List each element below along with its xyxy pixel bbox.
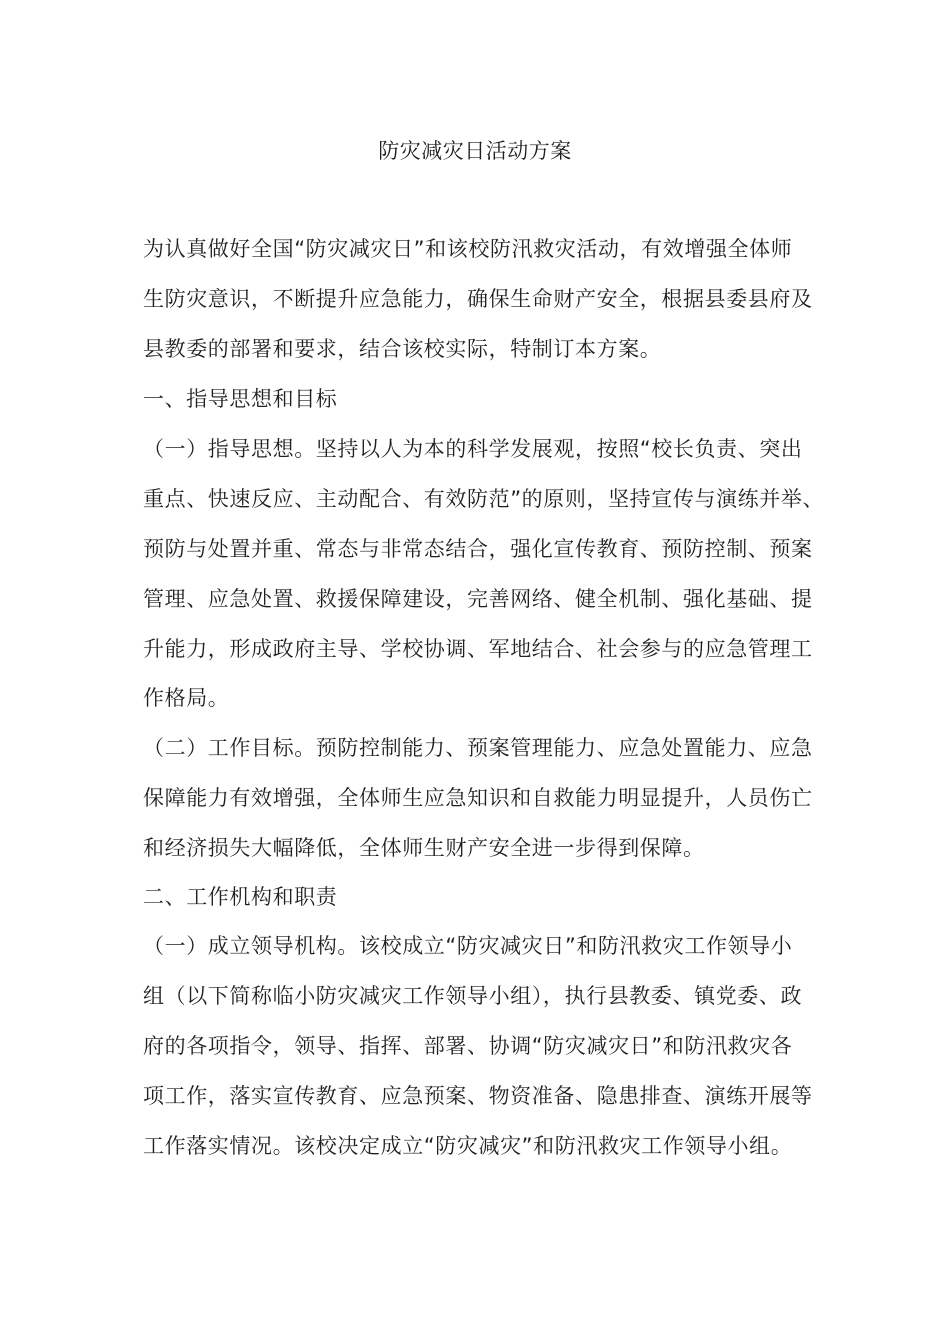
intro-line-3: 县教委的部署和要求，结合该校实际，特制订本方案。 <box>143 337 662 361</box>
paragraph-line: （一）成立领导机构。该校成立“防灾减灾日”和防汛救灾工作领导小 <box>143 934 793 958</box>
paragraph-line: 和经济损失大幅降低，全体师生财产安全进一步得到保障。 <box>143 836 705 860</box>
paragraph-line: 工作落实情况。该校决定成立“防灾减灾”和防汛救灾工作领导小组。 <box>143 1134 793 1158</box>
document-title: 防灾减灾日活动方案 <box>378 139 572 163</box>
paragraph-line: （一）指导思想。坚持以人为本的科学发展观，按照“校长负责、突出 <box>143 437 803 461</box>
paragraph-line: 重点、快速反应、主动配合、有效防范”的原则，坚持宣传与演练并举、 <box>143 487 825 511</box>
paragraph-line: 作格局。 <box>143 686 230 710</box>
intro-line-1: 为认真做好全国“防灾减灾日”和该校防汛救灾活动，有效增强全体师 <box>143 237 793 261</box>
paragraph-line: 组（以下简称临小防灾减灾工作领导小组），执行县教委、镇党委、政 <box>143 984 803 1008</box>
paragraph-line: 预防与处置并重、常态与非常态结合，强化宣传教育、预防控制、预案 <box>143 537 813 561</box>
intro-line-2: 生防灾意识，不断提升应急能力，确保生命财产安全，根据县委县府及 <box>143 287 813 311</box>
paragraph-line: （二）工作目标。预防控制能力、预案管理能力、应急处置能力、应急 <box>143 736 813 760</box>
paragraph-line: 升能力，形成政府主导、学校协调、军地结合、社会参与的应急管理工 <box>143 637 813 661</box>
paragraph-line: 保障能力有效增强，全体师生应急知识和自救能力明显提升，人员伤亡 <box>143 786 813 810</box>
paragraph-line: 府的各项指令，领导、指挥、部署、协调“防灾减灾日”和防汛救灾各 <box>143 1034 793 1058</box>
section-heading-1: 一、指导思想和目标 <box>143 387 338 411</box>
section-heading-2: 二、工作机构和职责 <box>143 885 338 909</box>
paragraph-line: 管理、应急处置、救援保障建设，完善网络、健全机制、强化基础、提 <box>143 587 813 611</box>
paragraph-line: 项工作，落实宣传教育、应急预案、物资准备、隐患排查、演练开展等 <box>143 1084 813 1108</box>
